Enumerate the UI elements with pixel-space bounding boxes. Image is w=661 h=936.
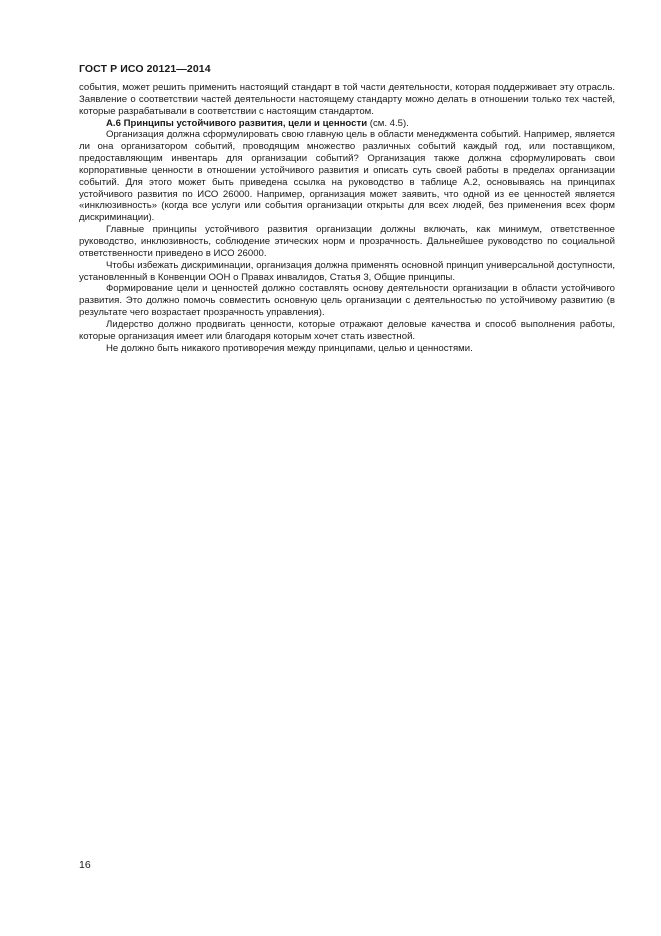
paragraph-values: Формирование цели и ценностей должно составлять основу деятельности организации в области устойчивого развития. Это должно помочь совместить основную цель организации с деятельностью по устойчивому развитию (в результате чего возрастает прозрачность управления). — [79, 283, 615, 319]
paragraph-principles: Главные принципы устойчивого развития организации должны включать, как минимум, ответственное руководство, инклюзивность, соблюдение этических норм и прозрачность. Дальнейшее руководство по социальной ответственности приведено в ИСО 26000. — [79, 224, 615, 259]
paragraph-discrimination: Чтобы избежать дискриминации, организация должна применять основной принцип универсальной доступности, установленный в Конвенции ООН о Правах инвалидов, Статья 3, Общие принципы. — [79, 259, 615, 283]
paragraph-purpose: Организация должна сформулировать свою главную цель в области менеджмента событий. Например, является ли она организатором событий, проводящим множество различных событий каждый год, или поставщиком, предоставляющим инвентарь для организации событий? Организация также должна сформулировать свои корпоративные ценности в отношении устойчивого развития и описать суть своей работы в пределах организации событий. Для этого может быть приведена ссылка на руководство в таблице А.2, основываясь на принципах устойчивого развития по ИСО 26000. Например, организация может заявить, что одной из ее ценностей является «инклюзивность» (когда все услуги или события организации открыты для всех людей, без применения всех форм дискриминации). — [79, 129, 615, 224]
page-number: 16 — [79, 859, 91, 871]
paragraph-no-contradiction: Не должно быть никакого противоречия между принципами, целью и ценностями. — [106, 342, 473, 354]
paragraph-continuation: события, может решить применить настоящий стандарт в той части деятельности, которая поддерживает эту отрасль. Заявление о соответствии частей деятельности настоящему стандарту можно делать в отношении только тех частей, которые разрабатывали в соответствии с настоящим стандартом. — [79, 82, 615, 117]
document-body — [79, 82, 615, 354]
section-reference: (см. 4.5). — [367, 117, 409, 129]
document-header: ГОСТ Р ИСО 20121—2014 — [79, 63, 211, 75]
section-heading: А.6 Принципы устойчивого развития, цели и ценности — [106, 117, 368, 129]
paragraph-leadership: Лидерство должно продвигать ценности, которые отражают деловые качества и способ выполнения работы, которые организация имеет или благодаря которым хочет стать известной. — [79, 318, 615, 342]
section-heading-line — [79, 118, 615, 130]
